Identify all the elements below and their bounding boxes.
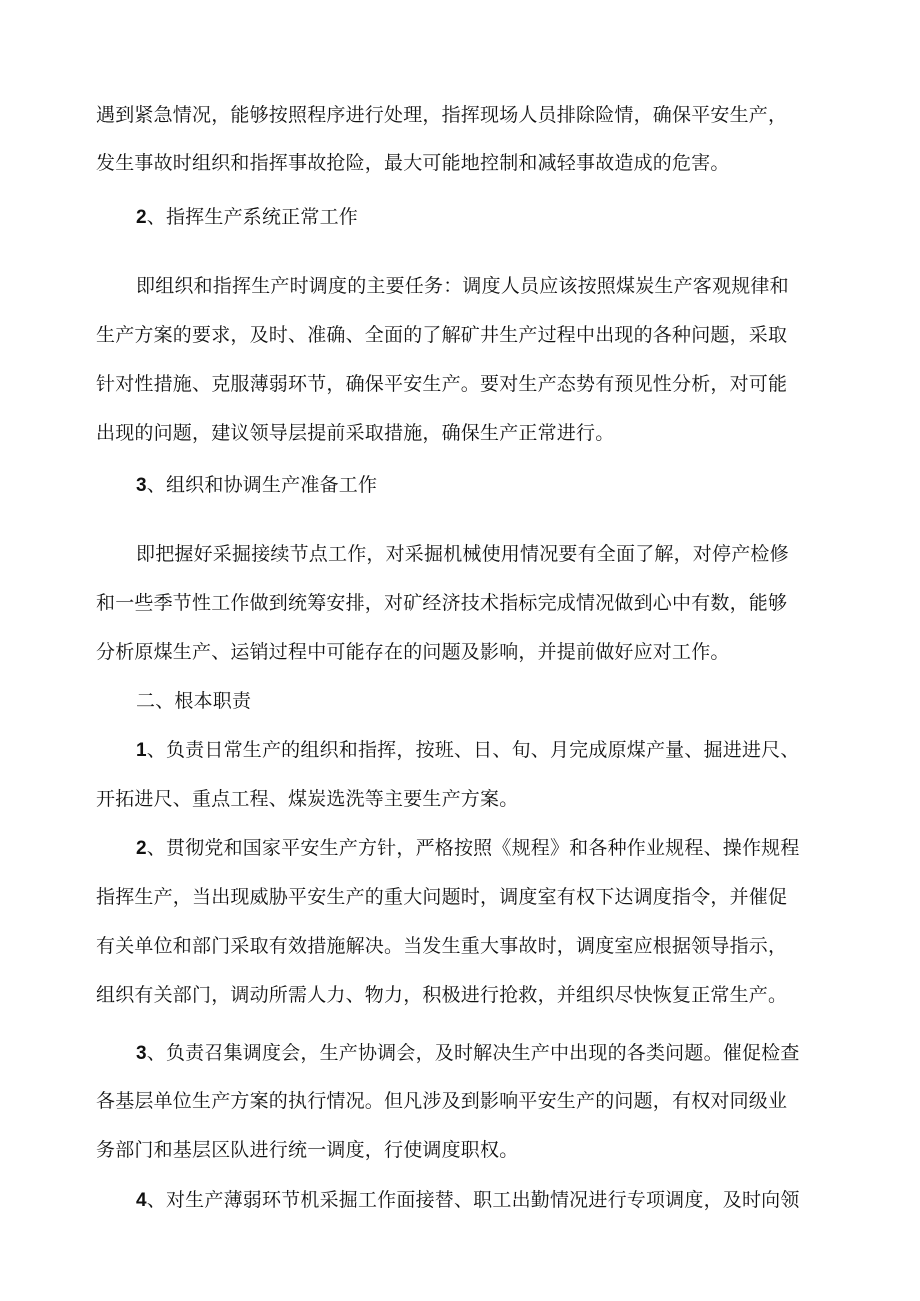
heading-number: 2 — [136, 207, 147, 228]
body-line: 发生事故时组织和指挥事故抢险，最大可能地控制和减轻事故造成的危害。 — [96, 152, 730, 174]
section-heading-2 — [136, 204, 876, 231]
item-number: 2 — [136, 838, 147, 859]
list-item-line: 务部门和基层区队进行统一调度，行使调度职权。 — [96, 1139, 519, 1161]
section-title: 二、根本职责 — [136, 690, 252, 712]
body-line: 针对性措施、克服薄弱环节，确保平安生产。要对生产态势有预见性分析，对可能 — [96, 373, 788, 395]
list-item-line: 指挥生产，当出现威胁平安生产的重大问题时，调度室有权下达调度指令，并催促 — [96, 886, 788, 908]
body-line: 即把握好采掘接续节点工作，对采掘机械使用情况要有全面了解，对停产检修 — [136, 543, 789, 565]
item-number: 4 — [136, 1190, 147, 1211]
heading-text: 、指挥生产系统正常工作 — [146, 206, 358, 228]
body-line: 和一些季节性工作做到统筹安排，对矿经济技术指标完成情况做到心中有数，能够 — [96, 592, 788, 614]
body-line: 分析原煤生产、运销过程中可能存在的问题及影响，并提前做好应对工作。 — [96, 641, 730, 663]
list-item-line — [136, 1187, 876, 1214]
list-item-line: 各基层单位生产方案的执行情况。但凡涉及到影响平安生产的问题，有权对同级业 — [96, 1090, 788, 1112]
list-item-line — [136, 737, 876, 764]
list-item-line: 组织有关部门，调动所需人力、物力，积极进行抢救，并组织尽快恢复正常生产。 — [96, 984, 788, 1006]
list-item-line: 有关单位和部门采取有效措施解决。当发生重大事故时，调度室应根据领导指示， — [96, 935, 788, 957]
item-text: 、负责日常生产的组织和指挥，按班、日、旬、月完成原煤产量、掘进进尺、 — [146, 739, 800, 761]
item-number: 3 — [136, 1043, 147, 1064]
heading-text: 、组织和协调生产准备工作 — [146, 474, 378, 496]
item-number: 1 — [136, 740, 147, 761]
list-item-line: 开拓进尺、重点工程、煤炭选洗等主要生产方案。 — [96, 788, 519, 810]
body-line: 生产方案的要求，及时、准确、全面的了解矿井生产过程中出现的各种问题，采取 — [96, 324, 788, 346]
body-line: 遇到紧急情况，能够按照程序进行处理，指挥现场人员排除险情，确保平安生产， — [96, 104, 788, 126]
item-text: 、贯彻党和国家平安生产方针，严格按照《规程》和各种作业规程、操作规程 — [146, 837, 800, 859]
list-item-line — [136, 835, 876, 862]
item-text: 、对生产薄弱环节机采掘工作面接替、职工出勤情况进行专项调度，及时向领 — [146, 1189, 800, 1211]
section-heading-3 — [136, 472, 876, 499]
heading-number: 3 — [136, 475, 147, 496]
list-item-line — [136, 1040, 876, 1067]
body-line: 即组织和指挥生产时调度的主要任务：调度人员应该按照煤炭生产客观规律和 — [136, 275, 789, 297]
body-line: 出现的问题，建议领导层提前采取措施，确保生产正常进行。 — [96, 422, 615, 444]
item-text: 、负责召集调度会，生产协调会，及时解决生产中出现的各类问题。催促检查 — [146, 1042, 800, 1064]
